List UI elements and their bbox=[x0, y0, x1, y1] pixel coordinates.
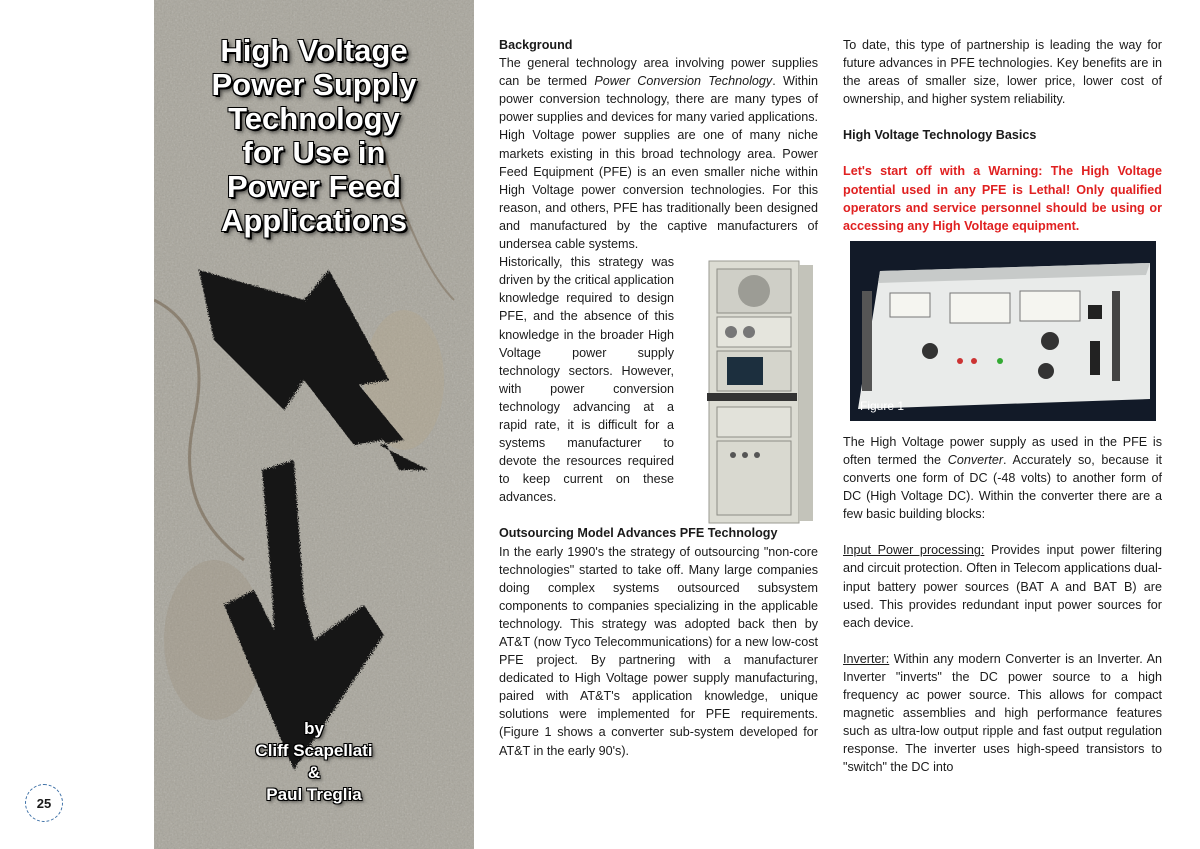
text-column-right bbox=[843, 36, 1162, 776]
byline-ampersand: & bbox=[307, 763, 321, 782]
article-title bbox=[154, 34, 474, 238]
wrap-section bbox=[499, 253, 818, 506]
page-number: 25 bbox=[36, 795, 52, 811]
text-column-left bbox=[499, 36, 818, 760]
converter-paragraph: The High Voltage power supply as used in the PFE is often termed the Converter. Accurately so, because it converts one form of DC (-48 volts) to another form of DC (High Voltage DC). Within the converter there are a few basic building blocks: bbox=[843, 434, 1162, 522]
figure-label: Figure 1 bbox=[860, 398, 905, 413]
byline-by: by bbox=[304, 719, 324, 738]
title-line: Power Supply bbox=[211, 67, 417, 102]
input-power-paragraph: Input Power processing: Provides input power filtering and circuit protection. Often in Telecom applications dual-input battery power sources (BAT A and BAT B) are used. This provides redundant input power sources for each device. bbox=[843, 543, 1163, 630]
outsourcing-heading: Outsourcing Model Advances PFE Technology bbox=[499, 526, 778, 541]
title-line: High Voltage bbox=[220, 33, 408, 68]
background-heading: Background bbox=[499, 38, 573, 52]
input-power-term: Input Power processing: bbox=[843, 543, 985, 558]
background-paragraph: The general technology area involving power supplies can be termed Power Conversion Technology. Within power conversion technology, there are many types of power supplies and devices for many varied applications. High Voltage power supplies are one of many niche markets existing in this broad technology area. Power Feed Equipment (PFE) is an even smaller niche within High Voltage power conversion technologies. For this reason, and others, PFE has traditionally been designed and manufactured by the captive manufacturers of undersea cable systems. bbox=[499, 56, 818, 252]
basics-heading: High Voltage Technology Basics bbox=[843, 128, 1037, 143]
title-line: for Use in bbox=[242, 135, 386, 170]
converter-photo bbox=[850, 241, 1156, 421]
cover-image bbox=[154, 0, 474, 849]
author-name: Cliff Scapellati bbox=[255, 741, 373, 760]
title-line: Power Feed bbox=[227, 169, 401, 204]
figure-1-photo bbox=[850, 241, 1156, 421]
title-line: Technology bbox=[228, 101, 400, 136]
inverter-paragraph: Inverter: Within any modern Converter is an Inverter. An Inverter "inverts" the DC power source to a high frequency ac power source. This allows for compact magnetic assemblies and high performance features such as ultra-low output ripple and fast output regulation response. The inverter uses high-speed transistors to "switch" the DC into bbox=[843, 651, 1162, 775]
warning-text: Let's start off with a Warning: The High Voltage potential used in any PFE is Lethal! Only qualified operators and service personnel should be using or accessing any High Voltage equipment. bbox=[843, 164, 1162, 233]
inverter-term: Inverter: bbox=[843, 651, 890, 666]
outsourcing-paragraph: In the early 1990's the strategy of outsourcing "non-core technologies" started to take off. Many large companies doing complex systems outsourced subsystem components to companies specializing in the applicable technology. This strategy was adopted back then by AT&T (now Tyco Telecommunications) for a new low-cost PFE project. By partnering with a manufacturer dedicated to High Voltage power supply manufacturing, paired with AT&T's application knowledge, unique solutions were implemented for PFE requirements. (Figure 1 shows a converter sub-system developed for AT&T in the early 90's). bbox=[499, 544, 818, 758]
equipment-cabinet-photo bbox=[699, 259, 819, 527]
page-number-badge bbox=[25, 784, 63, 822]
author-byline bbox=[154, 718, 474, 806]
author-name: Paul Treglia bbox=[266, 785, 362, 804]
history-paragraph: Historically, this strategy was driven by the critical application knowledge required to design PFE, and the absence of this knowledge in the broader High Voltage power supply technology sectors. However, with power conversion technology advancing at a rapid rate, it is difficult for a systems manufacturer to devote the resources required to keep current on these advances. bbox=[499, 255, 675, 505]
intro-paragraph: To date, this type of partnership is leading the way for future advances in PFE technologies. Key benefits are in the areas of smaller size, lower price, lower cost of ownership, and higher system reliability. bbox=[843, 38, 1162, 107]
title-line: Applications bbox=[220, 203, 407, 238]
